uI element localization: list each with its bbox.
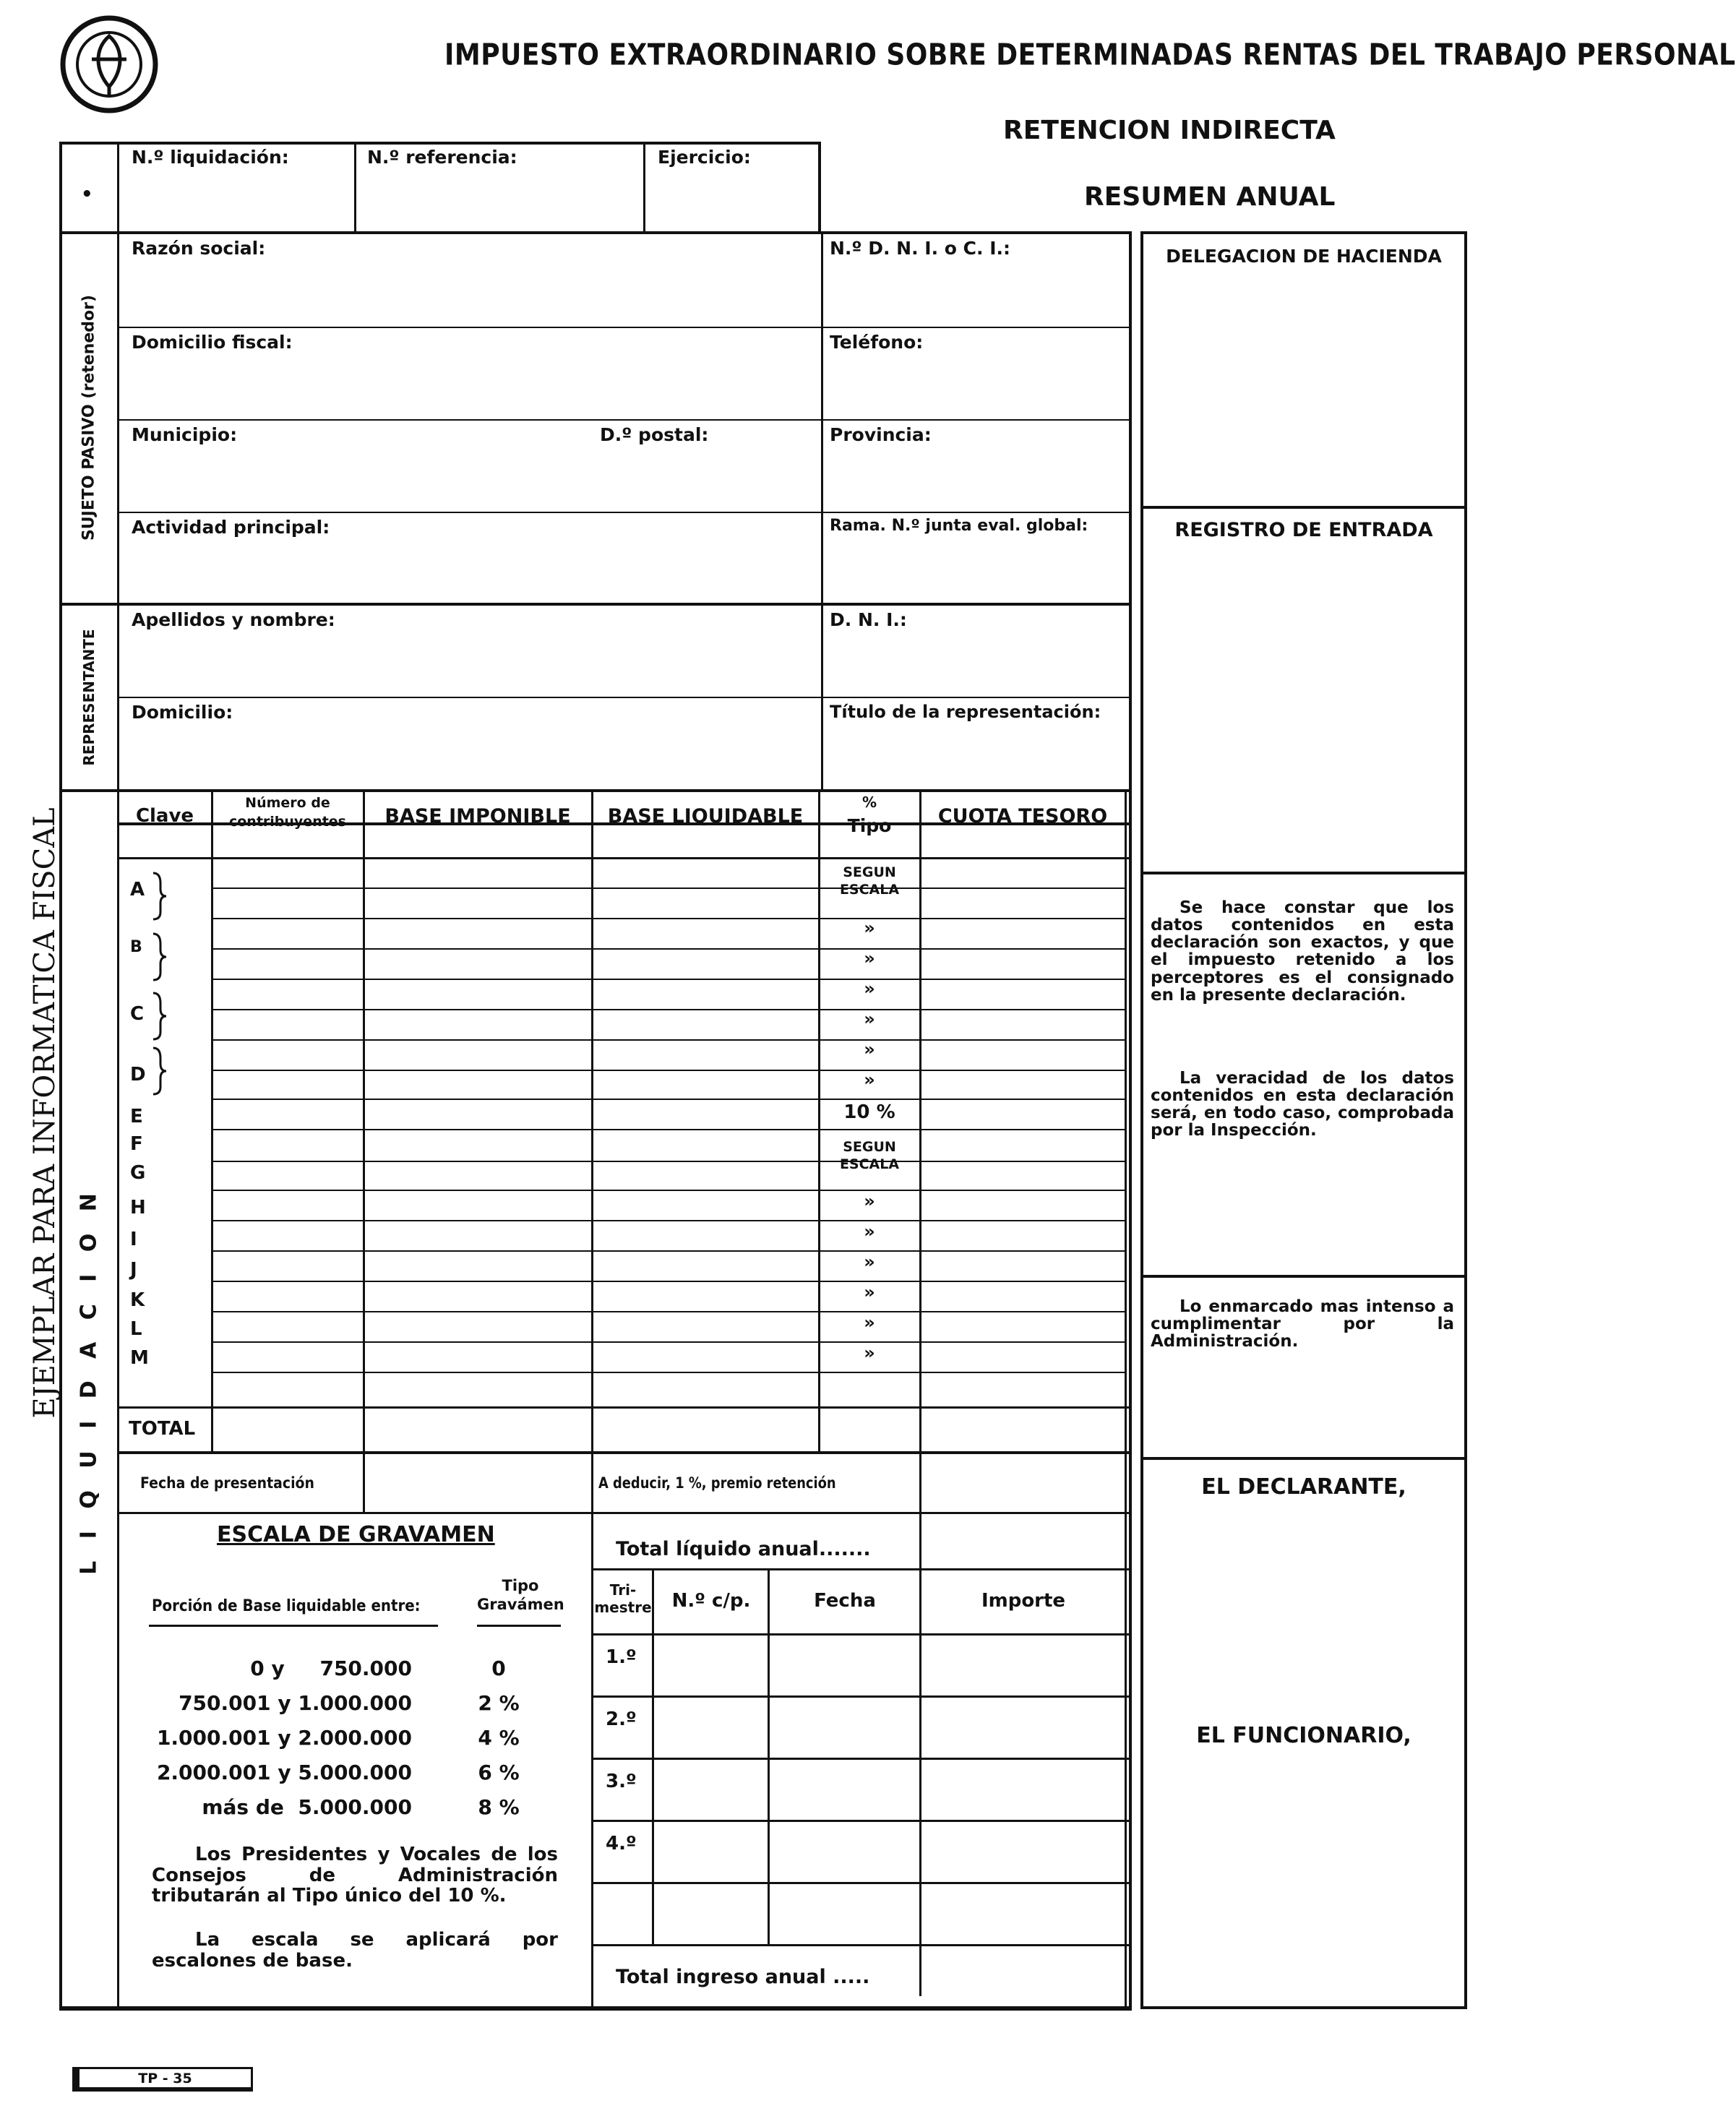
tipo-arrow-3: » [864,979,875,999]
table-row-divider [212,1341,1126,1343]
tipo-segun-a: SEGUN [843,864,896,880]
total-ingreso-label: Total ingreso anual ..... [616,1966,870,1988]
table-row-divider [212,1281,1126,1282]
referencia-label: N.º referencia: [367,147,517,168]
table-row-divider [212,1190,1126,1191]
table-row-divider [212,1039,1126,1041]
base-imponible-header: BASE IMPONIBLE [384,805,571,828]
trimestre-importe-input[interactable] [925,1638,1122,1694]
tipo-arrow-6: » [864,1070,875,1090]
provincia-label: Provincia: [830,424,932,445]
municipio-input[interactable] [123,452,585,509]
table-row-divider [212,1250,1126,1252]
deducir-label: A deducir, 1 %, premio retención [598,1474,836,1492]
total-ingreso-input[interactable] [925,1950,1122,2005]
tipo-arrow-4: » [864,1009,875,1029]
liquidacion-input[interactable] [123,173,351,230]
trimestre-importe-input[interactable] [925,1762,1122,1818]
clave-c: C [130,1003,145,1025]
titulo-input[interactable] [827,731,1129,786]
dni-ci-label: N.º D. N. I. o C. I.: [830,238,1011,259]
tipo-arrow-11: » [864,1312,875,1333]
escala-gravamen-title: ESCALA DE GRAVAMEN [217,1522,495,1547]
num-contrib-header-2: contribuyentes [228,814,346,830]
clave-g: G [130,1162,146,1184]
trimestre-ncp-input[interactable] [656,1762,765,1818]
municipio-label: Municipio: [132,424,238,445]
fecha-presentacion-input[interactable] [367,1457,588,1509]
trimestre-header-1: Tri- [609,1581,637,1599]
clave-a: A [130,879,145,901]
importe-header: Importe [981,1590,1066,1612]
clave-i: I [130,1229,137,1250]
tipo-gravamen-header-1: Tipo [502,1577,539,1594]
dni-input[interactable] [827,639,1129,694]
provincia-input[interactable] [827,452,1129,509]
dni-label: D. N. I.: [830,609,907,630]
clave-m: M [130,1347,149,1369]
clave-header: Clave [135,805,194,827]
razon-social-input[interactable] [123,266,817,324]
table-row-divider [212,1220,1126,1221]
actividad-input[interactable] [123,545,817,600]
scale-range-4: más de 5.000.000 [202,1795,412,1819]
cuota-tesoro-header: CUOTA TESORO [937,805,1108,828]
tipo-header-1: % [861,794,877,811]
ejercicio-input[interactable] [649,173,818,230]
veracidad-note: La veracidad de los datos contenidos en esta declaración será, en todo caso, comprobada por la Inspección. [1151,1069,1454,1140]
trimestre-row-divider [591,1695,1132,1698]
table-row-divider [212,887,1126,889]
telefono-input[interactable] [827,360,1129,416]
tipo-segun-f: SEGUN [843,1139,896,1155]
total-label: TOTAL [129,1418,196,1440]
fecha-presentacion-label: Fecha de presentación [140,1474,314,1492]
tipo-diez: 10 % [843,1101,895,1123]
trimestre-fecha-input[interactable] [772,1638,916,1694]
fecha-header: Fecha [814,1590,876,1612]
trimestre-row-divider [591,1758,1132,1760]
clave-brace-icons [147,872,169,1096]
rama-label: Rama. N.º junta eval. global: [830,517,1088,535]
base-liquidable-header: BASE LIQUIDABLE [607,805,804,828]
clave-h: H [130,1197,146,1218]
resumen-anual-heading: RESUMEN ANUAL [1084,182,1336,212]
titulo-label: Título de la representación: [830,702,1101,722]
ncp-header: N.º c/p. [671,1590,751,1612]
trimestre-ncp-input[interactable] [656,1700,765,1756]
trimestre-ncp-input[interactable] [656,1638,765,1694]
registro-entrada-label: REGISTRO DE ENTRADA [1174,519,1433,541]
table-row-divider [212,918,1126,919]
porcion-header: Porción de Base liquidable entre: [152,1597,421,1615]
scale-range-0: 0 y 750.000 [250,1656,412,1680]
rama-input[interactable] [827,545,1129,600]
tipo-arrow-2: » [864,948,875,968]
trimestre-fecha-input[interactable] [772,1700,916,1756]
table-row-divider [212,1161,1126,1162]
trimestre-label-1: 1.º [606,1646,637,1668]
tipo-gravamen-header-2: Gravámen [477,1596,564,1613]
table-row-divider [212,948,1126,950]
trimestre-importe-input[interactable] [925,1700,1122,1756]
table-row-divider [212,979,1126,980]
telefono-label: Teléfono: [830,332,924,353]
trimestre-fecha-input[interactable] [772,1824,916,1881]
declarante-label: EL DECLARANTE, [1201,1474,1406,1500]
ministry-seal-logo [59,14,159,114]
sujeto-pasivo-section-label: SUJETO PASIVO (retenedor) [80,294,98,541]
scale-range-3: 2.000.001 y 5.000.000 [156,1761,412,1784]
tipo-arrow-8: » [864,1221,875,1242]
liquidacion-section-label: L I Q U I D A C I O N [76,1186,102,1575]
clave-e: E [130,1106,143,1127]
scale-range-1: 750.001 y 1.000.000 [179,1691,412,1715]
trimestre-row-divider [591,1882,1132,1884]
table-row-divider [212,1372,1126,1373]
representante-section-label: REPRESENTANTE [80,629,98,766]
scale-tipo-4: 8 % [478,1795,520,1819]
dni-ci-input[interactable] [827,266,1129,324]
trimestre-ncp-input[interactable] [656,1824,765,1881]
scale-range-2: 1.000.001 y 2.000.000 [156,1726,412,1750]
form-title: IMPUESTO EXTRAORDINARIO SOBRE DETERMINADAS RENTAS DEL TRABAJO PERSONAL [444,38,1736,73]
tipo-arrow-10: » [864,1282,875,1302]
enmarcado-note: Lo enmarcado mas intenso a cumplimentar por la Administración. [1151,1297,1454,1351]
clave-f: F [130,1133,143,1155]
liquidacion-label: N.º liquidación: [132,147,289,168]
ejercicio-label: Ejercicio: [658,147,751,168]
nota-escala: La escala se aplicará por escalones de base. [152,1929,558,1972]
domicilio-fiscal-label: Domicilio fiscal: [132,332,293,353]
trimestre-importe-input[interactable] [925,1824,1122,1881]
referencia-input[interactable] [360,173,640,230]
ejemplar-side-label: EJEMPLAR PARA INFORMATICA FISCAL [28,807,61,1419]
scale-tipo-2: 4 % [478,1726,520,1750]
actividad-label: Actividad principal: [132,517,330,538]
trimestre-header-2: mestre [594,1599,652,1616]
table-row-divider [212,1070,1126,1071]
table-row-divider [212,1311,1126,1312]
trimestre-row-divider [591,1820,1132,1822]
tipo-arrow-9: » [864,1252,875,1272]
form-code-box [72,2067,253,2092]
tipo-escala-f: ESCALA [839,1156,900,1172]
tipo-header-2: Tipo [847,815,892,836]
declaracion-note: Se hace constar que los datos contenidos en esta declaración son exactos, y que el impuesto retenido a los perceptores es el consignado en la presente declaración. [1151,898,1454,1005]
funcionario-label: EL FUNCIONARIO, [1196,1723,1411,1748]
retencion-indirecta-heading: RETENCION INDIRECTA [1003,116,1336,145]
razon-social-label: Razón social: [132,238,266,259]
clave-j: J [130,1259,137,1281]
total-liquido-label: Total líquido anual....... [616,1538,871,1560]
apellidos-input[interactable] [123,639,817,694]
table-row-divider [212,1099,1126,1100]
table-row-divider [212,1009,1126,1010]
domicilio-input[interactable] [123,731,817,786]
bullet-icon: • [81,184,93,205]
clave-d: D [130,1064,146,1086]
clave-k: K [130,1289,145,1311]
tipo-arrow-5: » [864,1039,875,1060]
apellidos-label: Apellidos y nombre: [132,609,335,630]
table-row-divider [212,1129,1126,1130]
delegacion-hacienda-label: DELEGACION DE HACIENDA [1166,246,1442,267]
scale-tipo-0: 0 [491,1656,506,1680]
clave-l: L [130,1318,142,1340]
nota-presidentes: Los Presidentes y Vocales de los Consejos de Administración tributarán al Tipo único del 10 %. [152,1844,558,1907]
trimestre-label-3: 3.º [606,1771,637,1792]
domicilio-fiscal-input[interactable] [123,360,817,416]
form-code: TP - 35 [138,2071,192,2086]
trimestre-label-2: 2.º [606,1708,637,1730]
tipo-arrow-7: » [864,1191,875,1211]
clave-b: B [130,938,142,956]
num-contrib-header-1: Número de [245,795,330,811]
tipo-arrow-1: » [864,918,875,938]
d-postal-input[interactable] [593,452,817,509]
scale-tipo-3: 6 % [478,1761,520,1784]
trimestre-fecha-input[interactable] [772,1762,916,1818]
scale-tipo-1: 2 % [478,1691,520,1715]
domicilio-label: Domicilio: [132,702,233,723]
d-postal-label: D.º postal: [600,424,709,445]
tipo-escala-a: ESCALA [839,882,900,898]
trimestre-label-4: 4.º [606,1833,637,1854]
tipo-arrow-12: » [864,1343,875,1363]
